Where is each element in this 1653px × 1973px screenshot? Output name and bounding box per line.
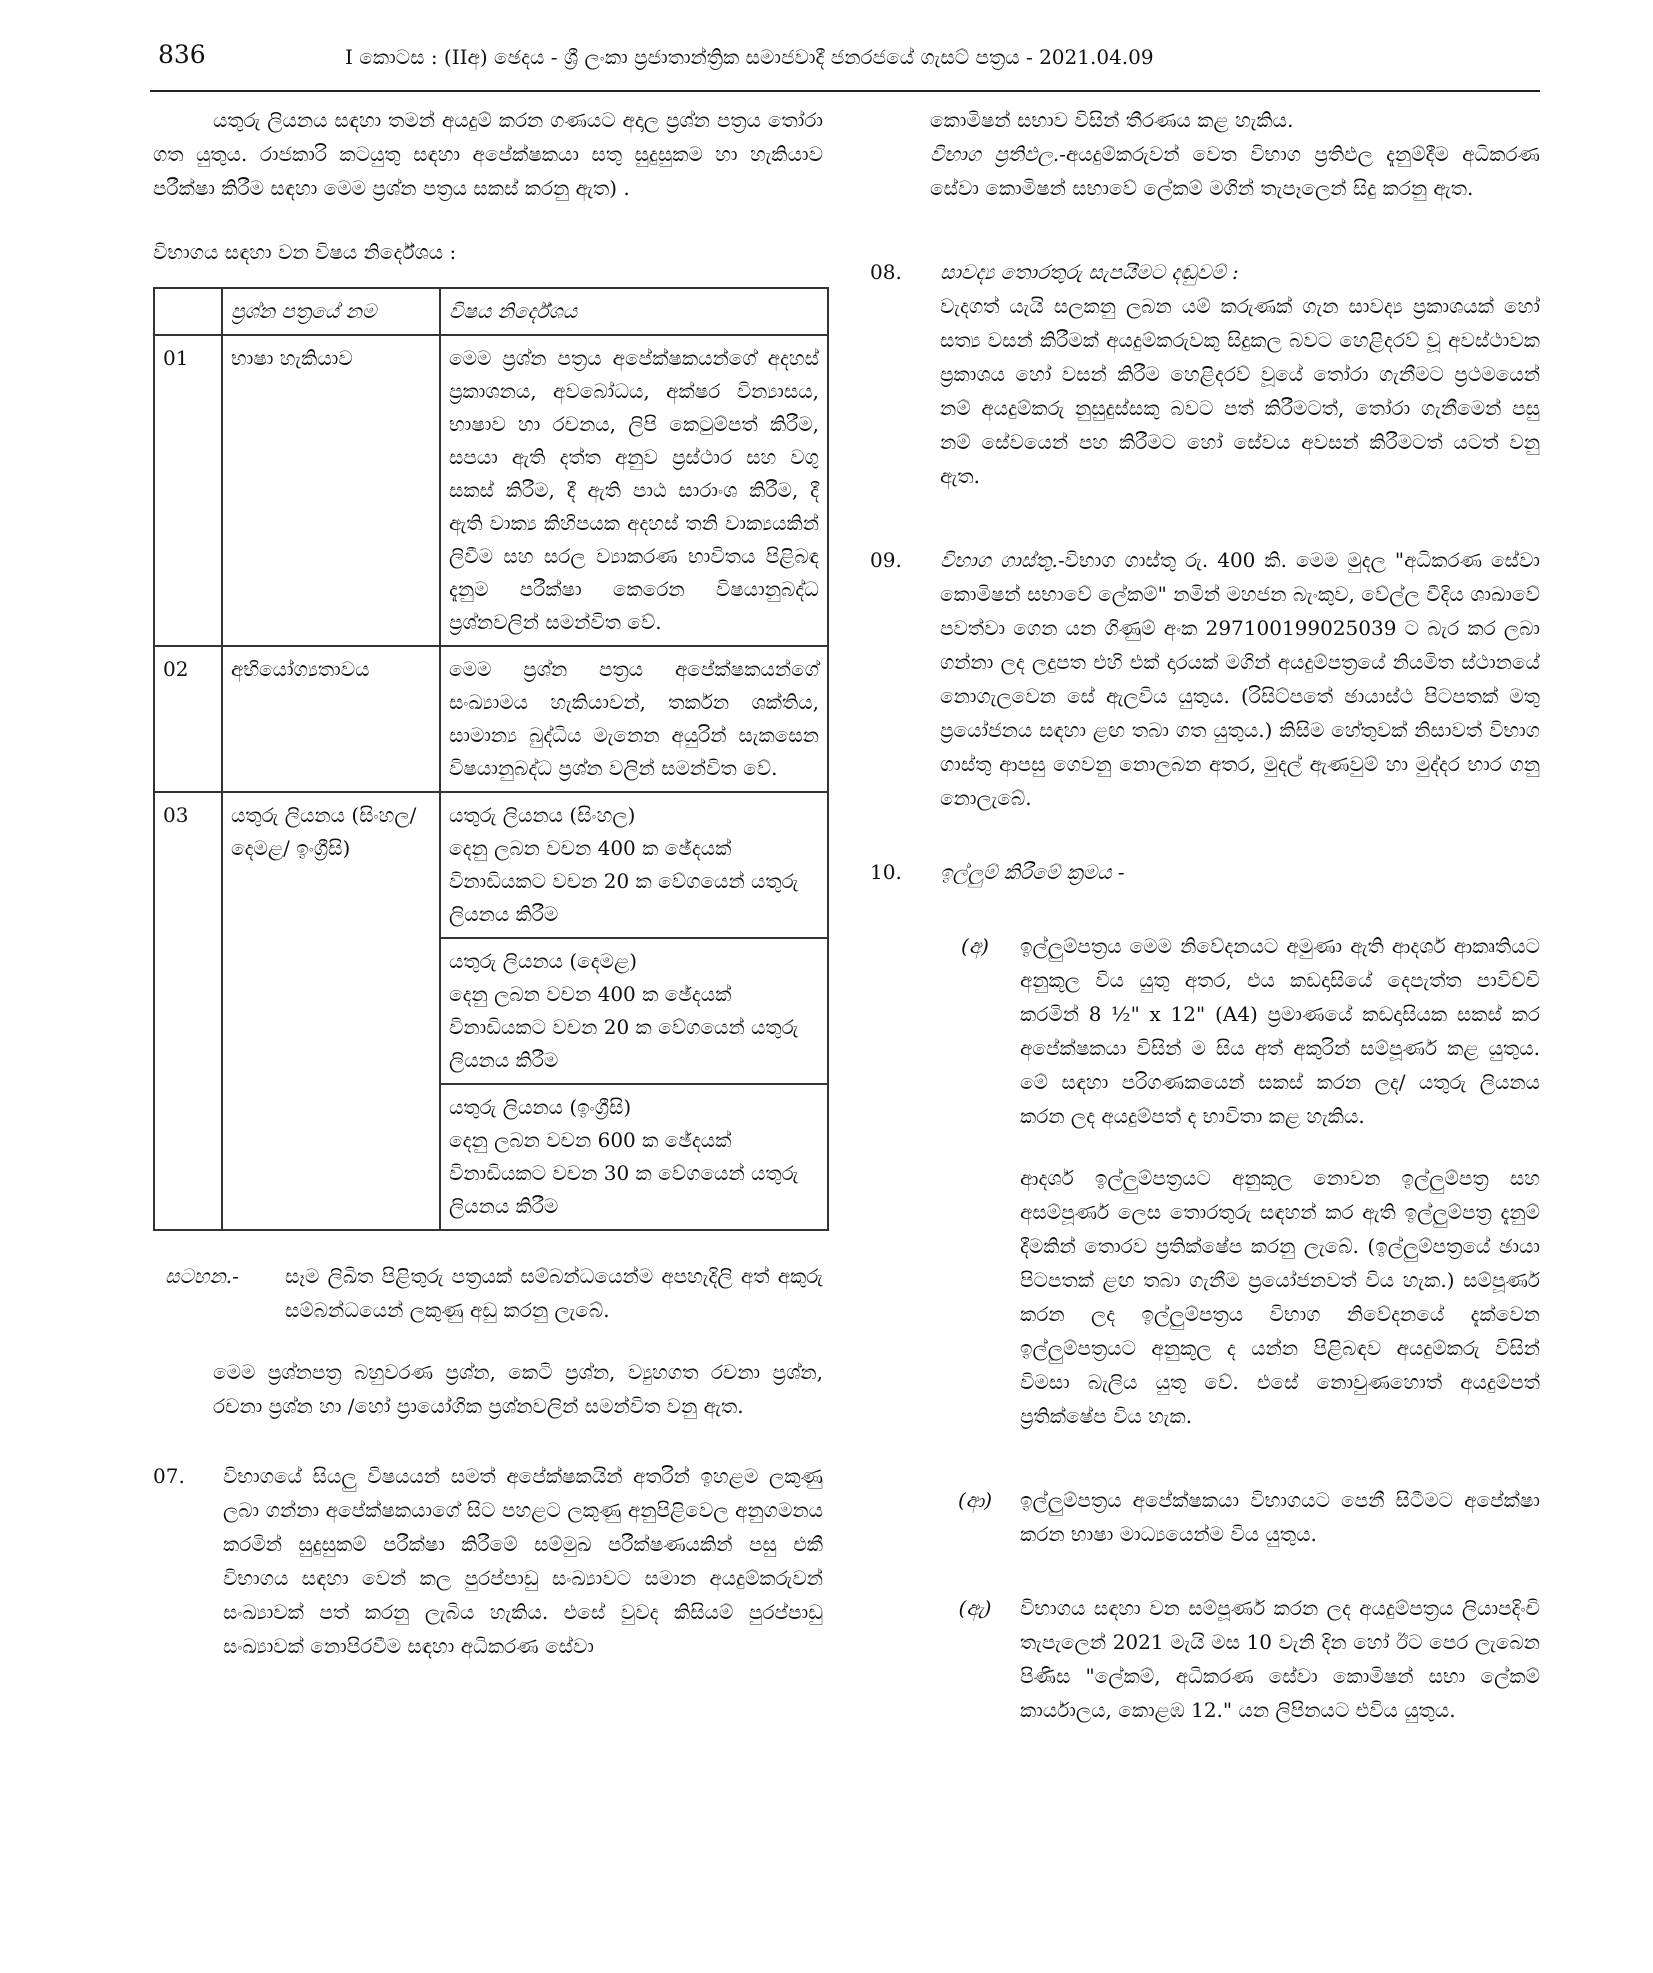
subsection-aa-text: ඉල්ලුම්පත්‍රය අපේක්ෂකයා විභාගයට පෙනී සිටීමට අපේක්ෂා කරන භාෂා මාධ්‍යයෙන්ම විය යුතුය. bbox=[1020, 1488, 1540, 1546]
typing-tamil-body: දෙනු ලබන වචන 400 ක ඡේදයක් විනාඩියකට වචන 20 ක වේගයෙන් යතුරු ලියනය කිරීම bbox=[449, 982, 799, 1072]
section-10-title: ඉල්ලුම් කිරීමේ ක්‍රමය - bbox=[940, 860, 1125, 884]
subsection-a-text-2: ආදර්ශ ඉල්ලුම්පත්‍රයට අනුකූල නොවන ඉල්ලුම්පත්‍ර සහ අසම්පූර්ණ ලෙස තොරතුරු සඳහන් කර ඇති ඉල්ලුම්පත්‍ර දැනුම් දීමකින් තොරව ප්‍රතික්ෂේප කරනු ලැබේ. (ඉල්ලුම්පත්‍රයේ ඡායා පිටපතක් ළඟ තබා ගැනීම ප්‍රයෝජනවත් විය හැක.) සම්පූර්ණ කරන ලද ඉල්ලුම්පත්‍රය විභාග නිවේදනයේ දැක්වෙන ඉල්ලුම්පත්‍රයට අනුකූල ද යන්න පිළිබඳව අයදුම්කරු විසින් විමසා බැලිය යුතු වේ. එසේ නොවුණහොත් අයදුම්පත් ප්‍රතික්ෂේප විය හැක. bbox=[1020, 1166, 1540, 1428]
table-row bbox=[154, 792, 828, 938]
note-label: සටහන.- bbox=[165, 1264, 239, 1288]
typing-english-body: දෙනු ලබන වචන 600 ක ඡේදයක් විනාඩියකට වචන 30 ක වේගයෙන් යතුරු ලියනය කිරීම bbox=[449, 1128, 799, 1218]
section-number: 08. bbox=[870, 260, 902, 284]
results-label: විභාග ප්‍රතිඵල.- bbox=[930, 142, 1066, 166]
page-number: 836 bbox=[158, 40, 206, 69]
section-number: 10. bbox=[870, 860, 902, 884]
syllabus-text: මෙම ප්‍රශ්න පත්‍රය අපේක්ෂකයන්ගේ අදහස් ප්‍රකාශනය, අවබෝධය, අක්ෂර වින්‍යාසය, භාෂාව හා රචනය, ලිපි කෙටුම්පත් කිරීම, සපයා ඇති දත්ත අනුව ප්‍රස්ථාර සහ වගු සකස් කිරීම, දී ඇති පාඨ සාරාංශ කිරීම, දී ඇති වාක්‍ය කිහිපයක අදහස් තනි වාක්‍යයකින් ලිවීම සහ සරල ව්‍යාකරණ භාවිතය පිළිබඳ දැනුම පරීක්ෂා කෙරෙන විෂයානුබද්ධ ප්‍රශ්නවලින් සමන්විත වේ. bbox=[440, 335, 828, 646]
section-07 bbox=[153, 1459, 823, 1663]
subsection-a bbox=[870, 929, 1540, 1433]
note bbox=[153, 1259, 823, 1327]
section-07-text: විභාගයේ සියලු විෂයයන් සමත් අපේක්ෂකයින් අතරින් ඉහළම ලකුණු ලබා ගන්නා අපේක්ෂකයාගේ සිට පහළට ලකුණු අනුපිළිවෙල අනුගමනය කරමින් සුදුසුකම් පරීක්ෂා කිරීමේ සම්මුඛ පරීක්ෂණයකින් පසු එකී විභාගය සඳහා වෙන් කල පුරප්පාඩු සංඛ්‍යාවට සමාන අයදුම්කරුවන් සංඛ්‍යාවක් පත් කරනු ලැබිය හැකිය. එසේ වුවද කිසියම් පුරප්පාඩු සංඛ්‍යාවක් නොපිරවීම සඳහා අධිකරණ සේවා bbox=[223, 1464, 823, 1658]
syllabus-heading: විභාගය සඳහා වන විෂය නිර්දේශය : bbox=[153, 240, 457, 264]
section-number: 09. bbox=[870, 548, 902, 572]
table-header-no bbox=[154, 288, 222, 335]
typing-tamil-title: යතුරු ලියනය (දෙමළ) bbox=[449, 949, 638, 973]
paper-name: යතුරු ලියනය (සිංහල/දෙමළ/ ඉංග්‍රීසි) bbox=[222, 792, 440, 1230]
note-text: සෑම ලිඛිත පිළිතුරු පත්‍රයක් සම්බන්ධයෙන්ම අපහැදිලි අත් අකුරු සම්බන්ධයෙන් ලකුණු අඩු කරනු ලැබේ. bbox=[285, 1264, 823, 1322]
subsection-a-text: ඉල්ලුම්පත්‍රය මෙම නිවේදනයට අමුණා ඇති ආදර්ශ ආකෘතියට අනුකූල විය යුතු අතර, එය කඩදාසියේ දෙපැත්ත පාවිච්චි කරමින් 8 ½" x 12" (A4) ප්‍රමාණයේ කඩදාසියක සකස් කර අපේක්ෂකයා විසින් ම සිය අත් අකුරින් සම්පූර්ණ කළ යුතුය. මේ සඳහා පරිගණකයෙන් සකස් කරන ලද/ යතුරු ලියනය කරන ලද අයදුම්පත් ද භාවිතා කළ හැකිය. bbox=[1020, 934, 1540, 1128]
section-08-title: සාවද්‍ය තොරතුරු සැපයීමට දඬුවම් : bbox=[940, 260, 1239, 284]
table-row bbox=[154, 335, 828, 646]
subsection-label: (අ) bbox=[961, 934, 989, 958]
section-09-text bbox=[940, 543, 1540, 815]
section-08-text: වැදගත් යැයි සලකනු ලබන යම් කරුණක් ගැන සාවද්‍ය ප්‍රකාශයක් හෝ සත්‍ය වසන් කිරීමක් අයදුම්කරුවකු සිදුකල බවට හෙළිදරව් වූ අවස්ථාවක ප්‍රකාශය හෝ වසන් කිරීම හෙළිදරව් වූයේ තෝරා ගැනීමට ප්‍රථමයෙන් නම් අයදුම්කරු නුසුදුස්සකු බවට පත් කිරීමටත්, තෝරා ගැනීමෙන් පසු නම් සේවයෙන් පහ කිරීමට හෝ සේවය අවසන් කිරීමටත් යටත් වනු ඇත. bbox=[940, 294, 1540, 488]
subsection-label: (ආ) bbox=[957, 1488, 993, 1512]
continued-text: කොමිෂන් සභාව විසින් තීරණය කළ හැකිය. bbox=[930, 108, 1294, 132]
syllabus-text: මෙම ප්‍රශ්න පත්‍රය අපේක්ෂකයන්ගේ සංඛ්‍යාමය හැකියාවන්, තර්කන ශක්තිය, සාමාන්‍ය බුද්ධිය මැනෙන අයුරින් සැකසෙන විෂයානුබද්ධ ප්‍රශ්න වලින් සමන්විත වේ. bbox=[440, 646, 828, 792]
typing-english-title: යතුරු ලියනය (ඉංග්‍රීසි) bbox=[449, 1095, 632, 1119]
table-row bbox=[154, 646, 828, 792]
subsection-aa bbox=[870, 1483, 1540, 1551]
results-text: අයදුම්කරුවන් වෙත විභාග ප්‍රතිඵල දැනුම්දීම අධිකරණ සේවා කොමිෂන් සභාවේ ලේකම් මගින් තැපෑලෙන් සිදු කරනු ඇත. bbox=[930, 142, 1540, 200]
typing-sinhala-title: යතුරු ලියනය (සිංහල) bbox=[449, 803, 636, 827]
results-paragraph bbox=[870, 137, 1540, 205]
subsection-a-body bbox=[1020, 929, 1540, 1433]
fees-text: විභාග ගාස්තු රු. 400 කි. මෙම මුදල "අධිකරණ සේවා කොමිෂන් සභාවේ ලේකම්" නමින් මහජන බැංකුව, වේල්ල වීදිය ශාඛාවේ පවත්වා ගෙන යන ගිණුම් අංක 297100199025039 ට බැර කර ලබා ගන්නා ලද ලදුපත එහි එක් දාරයක් මගින් අයදුම්පත්‍රයේ නියමිත ස්ථානයේ නොගැලවෙන සේ ඇලවිය යුතුය. (රිසිට්පතේ ඡායාස්ථ පිටපතක් මතු ප්‍රයෝජනය සඳහා ළඟ තබා ගත යුතුය.) කිසිම හේතුවක් නිසාවත් විභාග ගාස්තු ආපසු ගෙවනු නොලබන අතර, මුදල් ඇණවුම් හා මුද්දර භාර ගනු නොලැබේ. bbox=[940, 548, 1540, 810]
table-header-paper: ප්‍රශ්න පත්‍රයේ නම bbox=[222, 288, 440, 335]
row-number: 03 bbox=[154, 792, 222, 1230]
fees-label: විභාග ගාස්තු.- bbox=[940, 548, 1065, 572]
intro-paragraph: යතුරු ලියනය සඳහා තමන් අයදුම් කරන ගණයට අදාල ප්‍රශ්න පත්‍රය තෝරා ගත යුතුය. රාජකාරි කටයුතු සඳහා අපේක්ෂකයා සතු සුදුසුකම හා හැකියාව පරීක්ෂා කිරීම සඳහා මෙම ප්‍රශ්න පත්‍රය සකස් කරනු ඇත) . bbox=[153, 108, 823, 200]
left-column bbox=[153, 103, 823, 1663]
typing-sinhala-body: දෙනු ලබන වචන 400 ක ඡේදයක් විනාඩියකට වචන 20 ක වේගයෙන් යතුරු ලියනය කිරීම bbox=[449, 836, 799, 926]
typing-english-cell bbox=[440, 1084, 828, 1230]
section-08 bbox=[870, 255, 1540, 493]
section-10 bbox=[870, 855, 1540, 889]
subsection-ae-text: විභාගය සඳහා වන සම්පූර්ණ කරන ලද අයදුම්පත්‍රය ලියාපදිංචි තැපැලෙන් 2021 මැයි මස 10 වැනි දින හෝ ඊට පෙර ලැබෙන පිණිස "ලේකම්, අධිකරණ සේවා කොමිෂන් සභා ලේකම් කාර්යාලය, කොළඹ 12." යන ලිපිනයට එවිය යුතුය. bbox=[1020, 1596, 1540, 1722]
row-number: 01 bbox=[154, 335, 222, 646]
subsection-ae bbox=[870, 1591, 1540, 1727]
typing-tamil-cell bbox=[440, 938, 828, 1084]
subsection-label: (ඇ) bbox=[958, 1596, 992, 1620]
paper-name: අභියෝග්‍යතාවය bbox=[222, 646, 440, 792]
header-title: I කොටස : (IIඅ) ඡෙදය - ශ්‍රී ලංකා ප්‍රජාතාන්ත්‍රික සමාජවාදී ජනරජයේ ගැසට් පත්‍රය - 2021.04.09 bbox=[345, 45, 1154, 69]
table-header-row bbox=[154, 288, 828, 335]
right-column bbox=[870, 103, 1540, 1727]
section-number: 07. bbox=[153, 1464, 185, 1488]
syllabus-table bbox=[153, 287, 829, 1231]
section-09 bbox=[870, 543, 1540, 815]
row-number: 02 bbox=[154, 646, 222, 792]
section-08-body bbox=[940, 255, 1540, 493]
typing-sinhala-cell bbox=[440, 792, 828, 938]
question-types-paragraph: මෙම ප්‍රශ්නපත්‍ර බහුවරණ ප්‍රශ්න, කෙටි ප්‍රශ්න, ව්‍යුහගත රචනා ප්‍රශ්න, රචනා ප්‍රශ්න හා /හෝ ප්‍රායෝගික ප්‍රශ්නවලින් සමන්විත වනු ඇත. bbox=[213, 1360, 823, 1418]
header-rule bbox=[150, 90, 1540, 92]
table-header-syllabus: විෂය නිර්දේශය bbox=[440, 288, 828, 335]
paper-name: භාෂා හැකියාව bbox=[222, 335, 440, 646]
